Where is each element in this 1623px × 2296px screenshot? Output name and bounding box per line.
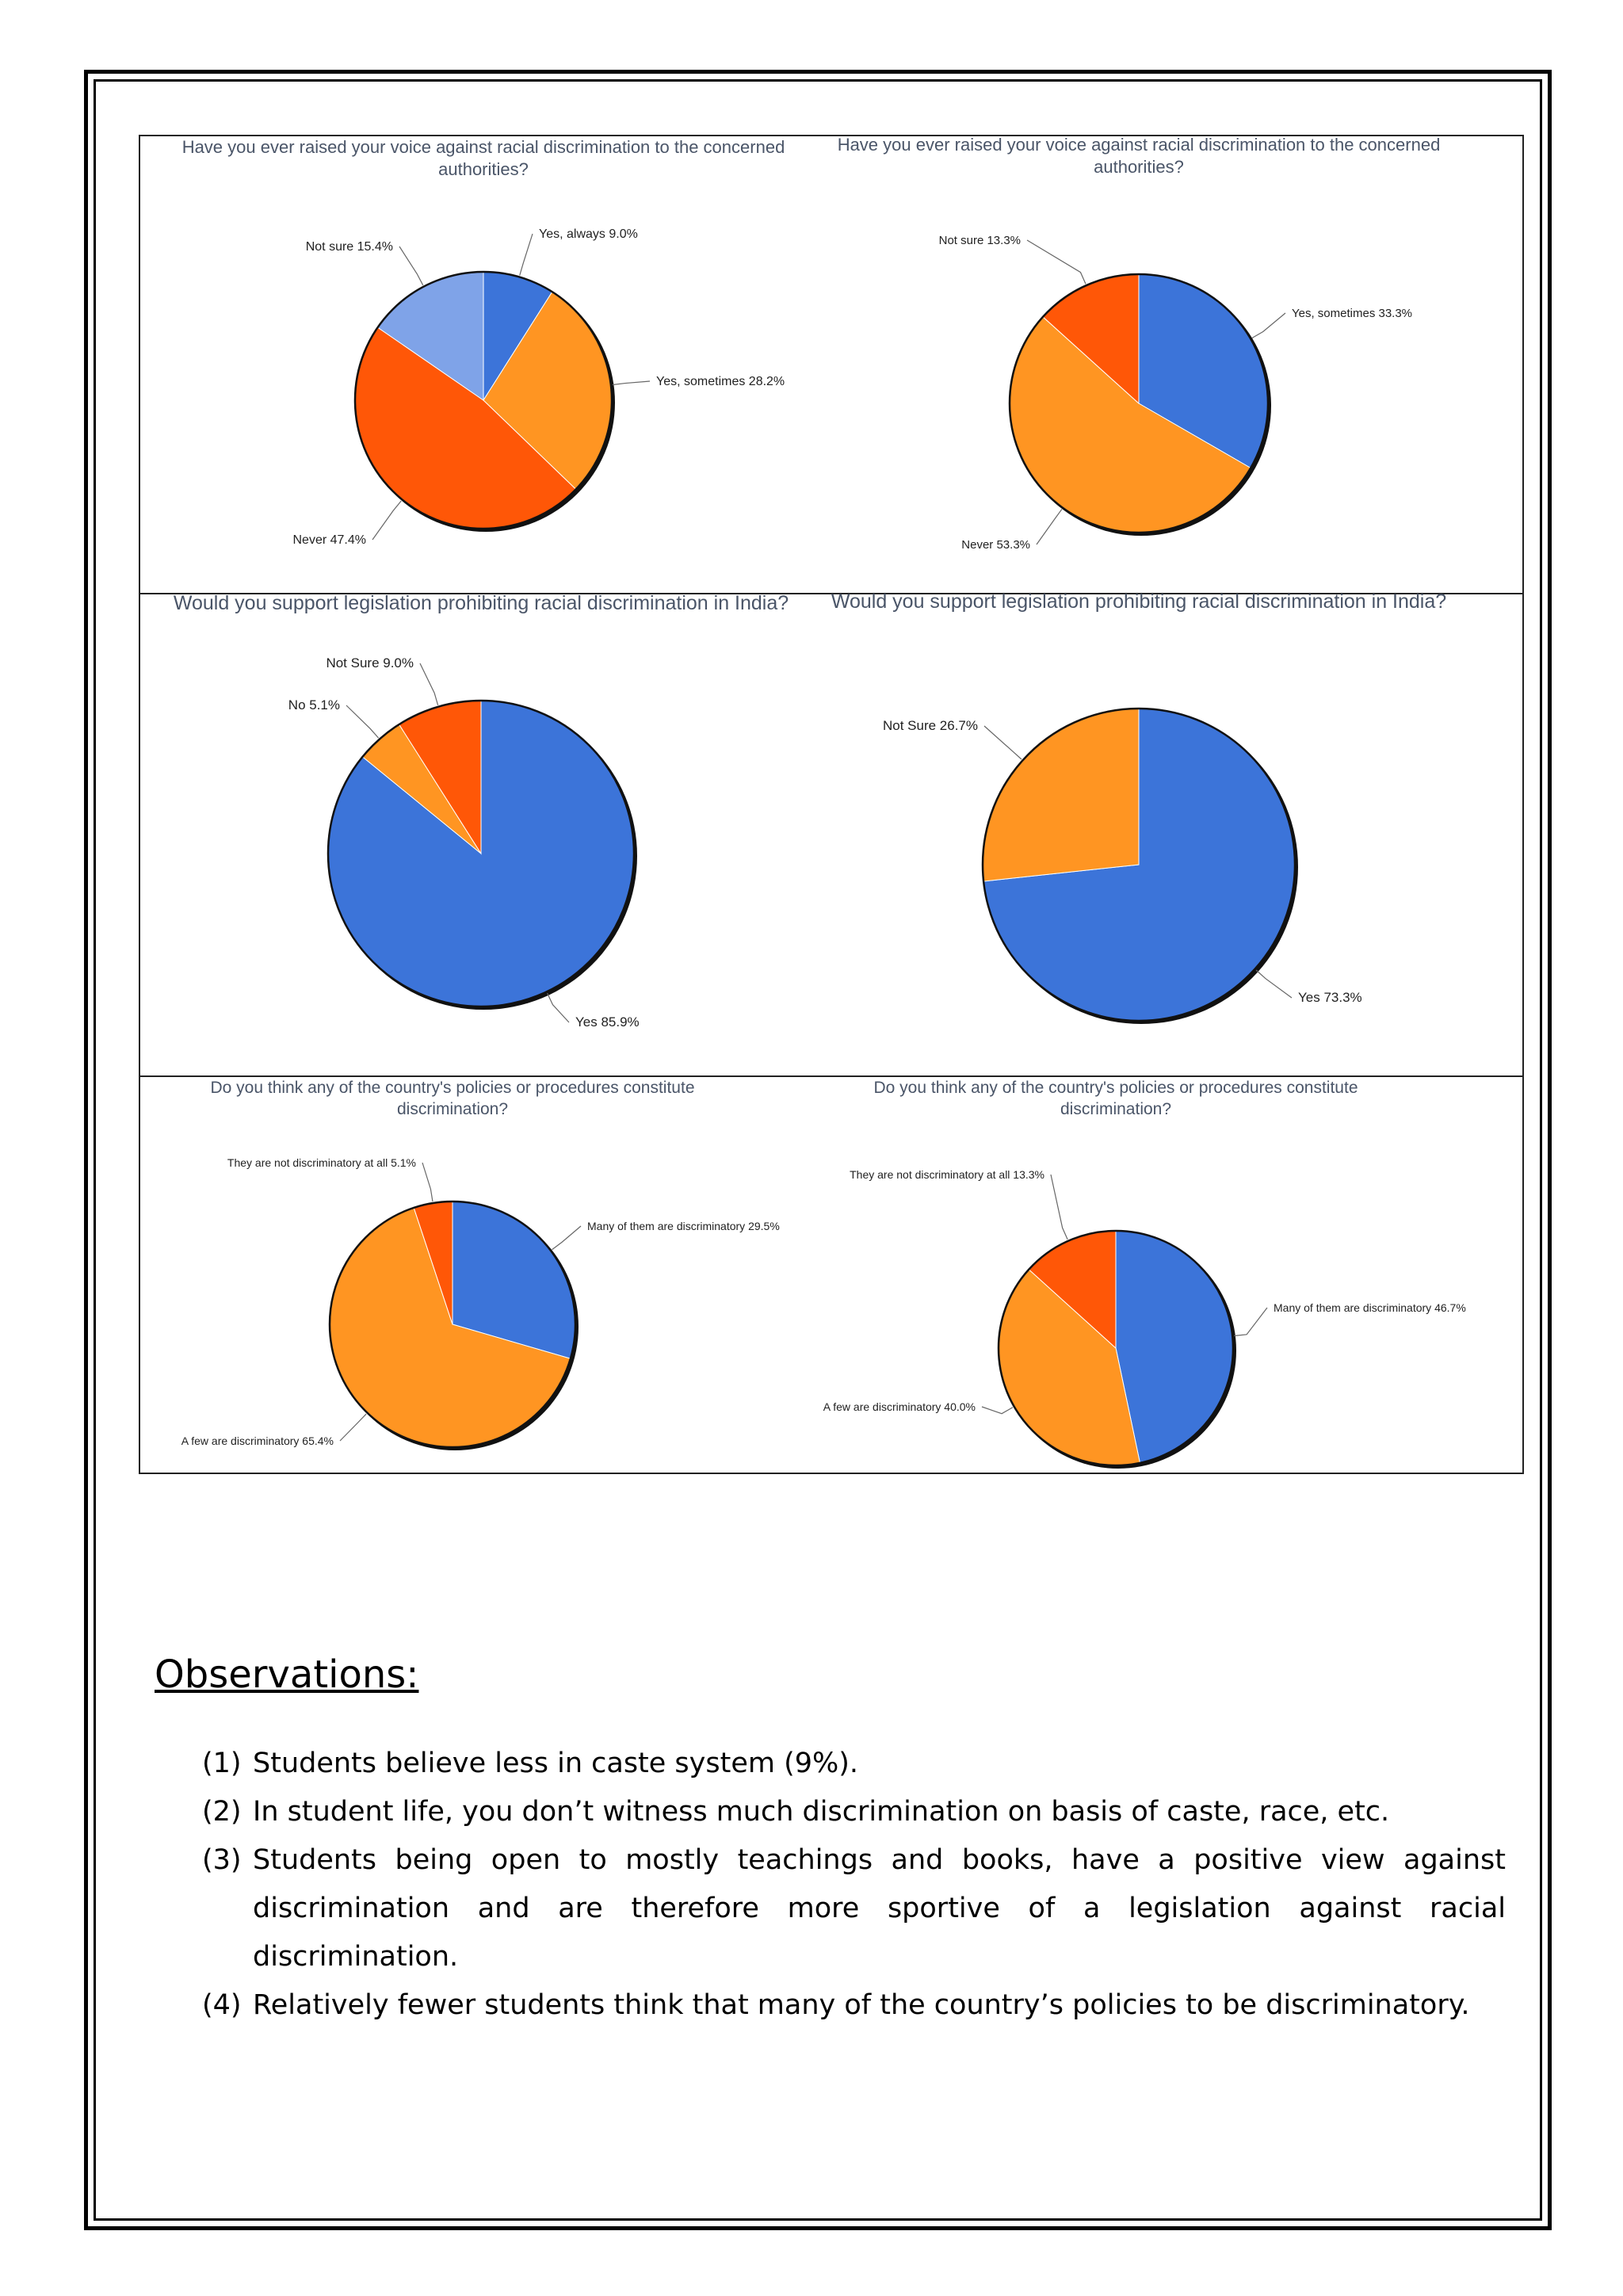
observation-number: (4): [202, 1989, 242, 2021]
observation-text: In student life, you don’t witness much discrimination on basis of caste, race, etc.: [253, 1796, 1390, 1828]
pie-slice-label: A few are discriminatory 65.4%: [181, 1435, 334, 1447]
chart-title-line: Would you support legislation prohibiting racial discrimination in India?: [831, 590, 1447, 613]
chart-title-line: authorities?: [438, 159, 529, 179]
pie-slice-label: Yes, sometimes 33.3%: [1292, 307, 1413, 320]
pie-slice-label: They are not discriminatory at all 13.3%: [850, 1168, 1044, 1181]
pie-leader-line: [982, 1407, 1013, 1414]
chart-title-line: Have you ever raised your voice against racial discrimination to the concerned: [837, 135, 1441, 155]
pie-slice-label: A few are discriminatory 40.0%: [823, 1400, 976, 1413]
observation-item: [202, 1836, 1506, 1981]
pie-slice-label: Not sure 13.3%: [938, 234, 1021, 247]
observation-text: Students believe less in caste system (9%).: [253, 1748, 859, 1779]
chart-title: [182, 137, 785, 179]
pie-leader-line: [1234, 1308, 1267, 1335]
pie-leader-line: [346, 705, 379, 738]
chart-title-line: discrimination?: [1060, 1100, 1172, 1118]
chart-title: [831, 590, 1446, 613]
pie-leader-line: [1051, 1175, 1067, 1240]
chart-title: [174, 592, 789, 614]
pie-leader-line: [420, 663, 438, 705]
chart-title-line: Would you support legislation prohibiting racial discrimination in India?: [173, 592, 789, 614]
chart-title: [211, 1079, 695, 1118]
chart-title-line: discrimination?: [396, 1100, 509, 1118]
pie-leader-line: [372, 501, 401, 540]
pie-leader-line: [1252, 313, 1285, 338]
pie-leader-line: [552, 1226, 581, 1250]
pie-slice: [983, 709, 1139, 881]
observations-heading: Observations:: [155, 1652, 419, 1697]
observation-item: [202, 1788, 1506, 1836]
pie-leader-line: [613, 381, 650, 384]
pie-slice-label: Yes 85.9%: [575, 1014, 640, 1030]
pie-chart-4: [831, 590, 1446, 1024]
pie-leader-line: [399, 246, 423, 285]
pie-chart-1: [182, 137, 785, 547]
observation-text: Relatively fewer students think that many of the country’s policies to be discriminatory.: [253, 1989, 1470, 2021]
pie-slice-label: Not Sure 9.0%: [326, 655, 414, 670]
pie-leader-line: [340, 1414, 366, 1441]
pie-slice-label: Never 53.3%: [961, 538, 1030, 552]
observation-number: (3): [202, 1844, 242, 1876]
pie-leader-line: [984, 726, 1022, 759]
pie-leader-line: [1027, 240, 1086, 284]
pie-chart-6: [823, 1079, 1466, 1469]
pie-slice-label: Never 47.4%: [292, 533, 366, 547]
chart-title-line: Have you ever raised your voice against racial discrimination to the concerned: [181, 137, 785, 157]
chart-title: [838, 135, 1441, 177]
pie-chart-3: [174, 592, 789, 1030]
pie-slice: [1116, 1231, 1233, 1463]
pie-slice-label: Yes, always 9.0%: [539, 227, 638, 241]
observations-list: [202, 1740, 1506, 2030]
observation-item: [202, 1740, 1506, 1788]
pie-slice-label: They are not discriminatory at all 5.1%: [227, 1156, 416, 1169]
pie-slice-label: Yes, sometimes 28.2%: [656, 375, 785, 388]
chart-title: [874, 1079, 1358, 1118]
pie-slice-label: Not Sure 26.7%: [882, 718, 978, 733]
observation-text: Students being open to mostly teachings and books, have a positive view against discrimination and are therefore more sportive of a legislation against racial discrimination.: [253, 1844, 1506, 1973]
pie-leader-line: [422, 1163, 433, 1201]
observation-number: (2): [202, 1796, 242, 1828]
observation-number: (1): [202, 1748, 242, 1779]
pie-leader-line: [548, 993, 569, 1022]
chart-title-line: Do you think any of the country's policies or procedures constitute: [210, 1079, 695, 1097]
pie-slice-label: Many of them are discriminatory 29.5%: [587, 1220, 780, 1232]
chart-title-line: authorities?: [1094, 157, 1184, 177]
observation-item: [202, 1981, 1506, 2030]
pie-chart-5: [181, 1079, 780, 1450]
pie-slice-label: No 5.1%: [288, 697, 340, 712]
pie-chart-2: [838, 135, 1441, 552]
pie-slice-label: Many of them are discriminatory 46.7%: [1274, 1301, 1466, 1314]
pie-slice-label: Yes 73.3%: [1298, 990, 1362, 1005]
pie-leader-line: [520, 234, 533, 276]
pie-leader-line: [1256, 970, 1292, 998]
chart-title-line: Do you think any of the country's policies or procedures constitute: [873, 1079, 1358, 1097]
pie-leader-line: [1037, 509, 1062, 544]
pie-slice-label: Not sure 15.4%: [305, 240, 393, 254]
